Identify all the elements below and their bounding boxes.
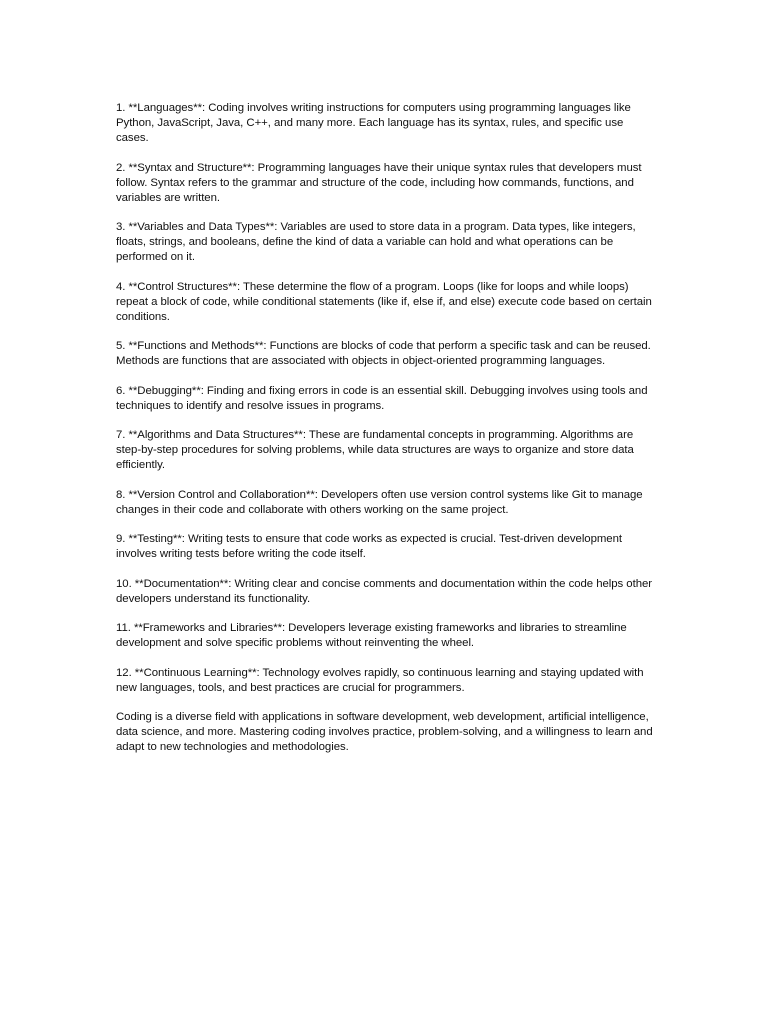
paragraph-testing: 9. **Testing**: Writing tests to ensure that code works as expected is crucial. Test-driven development involves writing tests before writing the code itself. (116, 533, 622, 560)
paragraph-syntax-structure: 2. **Syntax and Structure**: Programming languages have their unique syntax rules that developers must follow. Syntax refers to the grammar and structure of the code, including how commands, functions, and variables are written. (116, 161, 642, 204)
paragraph-algorithms-data-structures: 7. **Algorithms and Data Structures**: These are fundamental concepts in programming. Algorithms are step-by-step procedures for solving problems, while data structures are ways to organize and store data efficiently. (116, 429, 634, 471)
paragraph-continuous-learning: 12. **Continuous Learning**: Technology evolves rapidly, so continuous learning and staying updated with new languages, tools, and best practices are crucial for programmers. (116, 666, 644, 694)
paragraph-documentation: 10. **Documentation**: Writing clear and concise comments and documentation within the code helps other developers understand its functionality. (116, 577, 653, 605)
paragraph-conclusion: Coding is a diverse field with applications in software development, web development, artificial intelligence, data science, and more. Mastering coding involves practice, problem-solving, and a willingness to learn and adapt to new technologies and methodologies. (116, 711, 653, 753)
paragraph-functions-methods: 5. **Functions and Methods**: Functions are blocks of code that perform a specific task and can be reused. Methods are functions that are associated with objects in object-oriented programming languages. (116, 340, 651, 367)
paragraph-debugging: 6. **Debugging**: Finding and fixing errors in code is an essential skill. Debugging involves using tools and techniques to identify and resolve issues in programs. (116, 384, 648, 412)
paragraph-languages: 1. **Languages**: Coding involves writing instructions for computers using programming languages like Python, JavaScript, Java, C++, and many more. Each language has its syntax, rules, and specific use cases. (116, 102, 631, 144)
paragraph-control-structures: 4. **Control Structures**: These determine the flow of a program. Loops (like for loops and while loops) repeat a block of code, while conditional statements (like if, else if, and else) execute code based on certain conditions. (116, 280, 652, 323)
paragraph-variables-data-types: 3. **Variables and Data Types**: Variables are used to store data in a program. Data types, like integers, floats, strings, and booleans, define the kind of data a variable can hold and what operations can be performed on it. (116, 221, 636, 263)
paragraph-version-control: 8. **Version Control and Collaboration**: Developers often use version control systems like Git to manage changes in their code and collaborate with others working on the same project. (116, 488, 643, 516)
paragraph-frameworks-libraries: 11. **Frameworks and Libraries**: Developers leverage existing frameworks and libraries to streamline development and solve specific problems without reinventing the wheel. (116, 622, 627, 649)
document-page (116, 101, 656, 755)
